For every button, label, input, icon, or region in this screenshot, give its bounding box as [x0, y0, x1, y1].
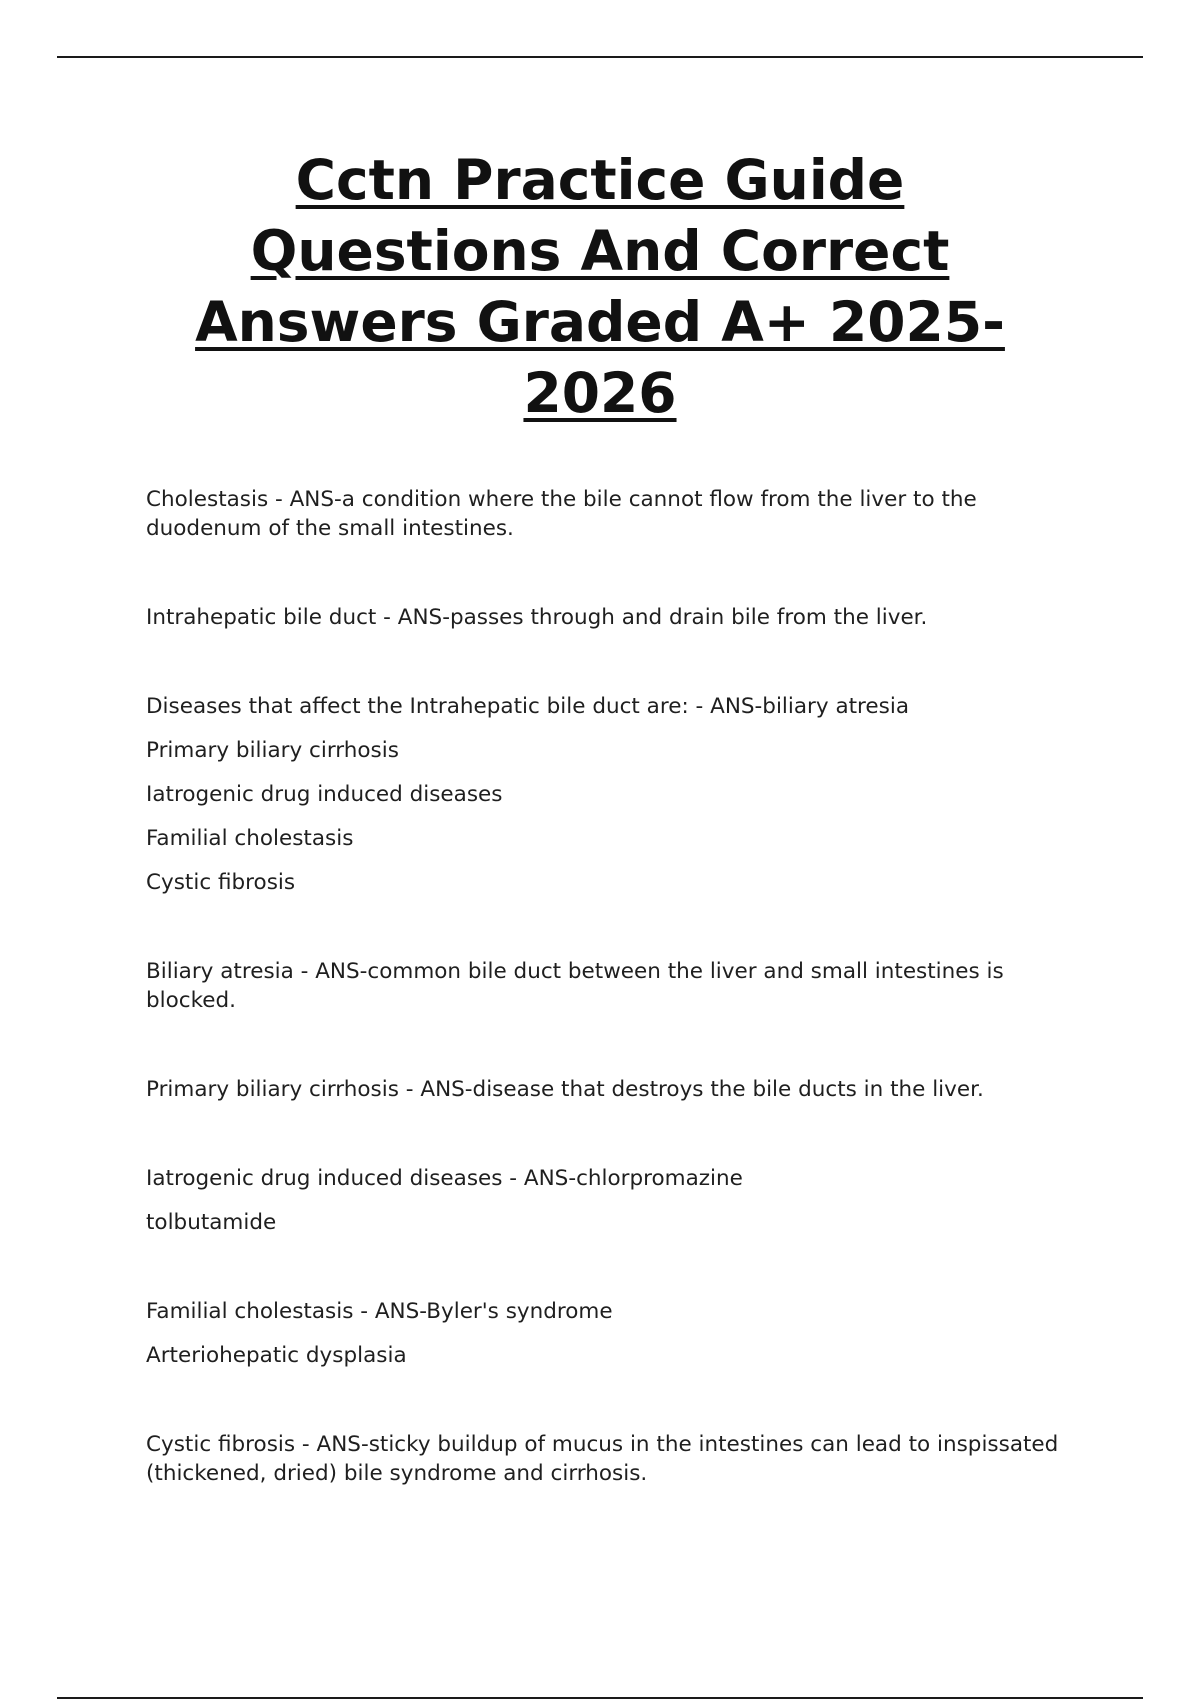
- qa-entry: [146, 692, 1066, 897]
- qa-line: Iatrogenic drug induced diseases: [146, 782, 503, 807]
- qa-entry: [146, 1164, 1066, 1237]
- qa-entry: [146, 603, 1066, 632]
- qa-entry: [146, 1430, 1066, 1488]
- qa-line: Familial cholestasis: [146, 826, 354, 851]
- bottom-divider: [57, 1697, 1143, 1699]
- qa-line: Diseases that affect the Intrahepatic bile duct are: - ANS-biliary atresia: [146, 694, 909, 719]
- qa-line: Primary biliary cirrhosis: [146, 738, 399, 763]
- qa-line: tolbutamide: [146, 1210, 277, 1235]
- qa-entry: [146, 1075, 1066, 1104]
- top-divider: [57, 56, 1143, 58]
- qa-line: Familial cholestasis - ANS-Byler's syndrome: [146, 1299, 613, 1324]
- qa-line: Iatrogenic drug induced diseases - ANS-chlorpromazine: [146, 1166, 743, 1191]
- qa-line: Intrahepatic bile duct - ANS-passes through and drain bile from the liver.: [146, 605, 928, 630]
- qa-line: Cystic fibrosis: [146, 870, 296, 895]
- qa-entry: [146, 485, 1066, 543]
- qa-entry: [146, 1297, 1066, 1370]
- document-body: [146, 485, 1066, 1488]
- qa-line: Arteriohepatic dysplasia: [146, 1343, 407, 1368]
- qa-line: Cholestasis - ANS-a condition where the bile cannot flow from the liver to the duodenum of the small intestines.: [146, 487, 977, 541]
- qa-line: Primary biliary cirrhosis - ANS-disease that destroys the bile ducts in the liver.: [146, 1077, 984, 1102]
- qa-line: Cystic fibrosis - ANS-sticky buildup of mucus in the intestines can lead to inspissated (thickened, dried) bile syndrome and cirrhosis.: [146, 1432, 1059, 1486]
- qa-entry: [146, 957, 1066, 1015]
- qa-line: Biliary atresia - ANS-common bile duct between the liver and small intestines is blocked.: [146, 959, 1004, 1013]
- document-title: Cctn Practice Guide Questions And Correct Answers Graded A+ 2025-2026: [195, 148, 1005, 425]
